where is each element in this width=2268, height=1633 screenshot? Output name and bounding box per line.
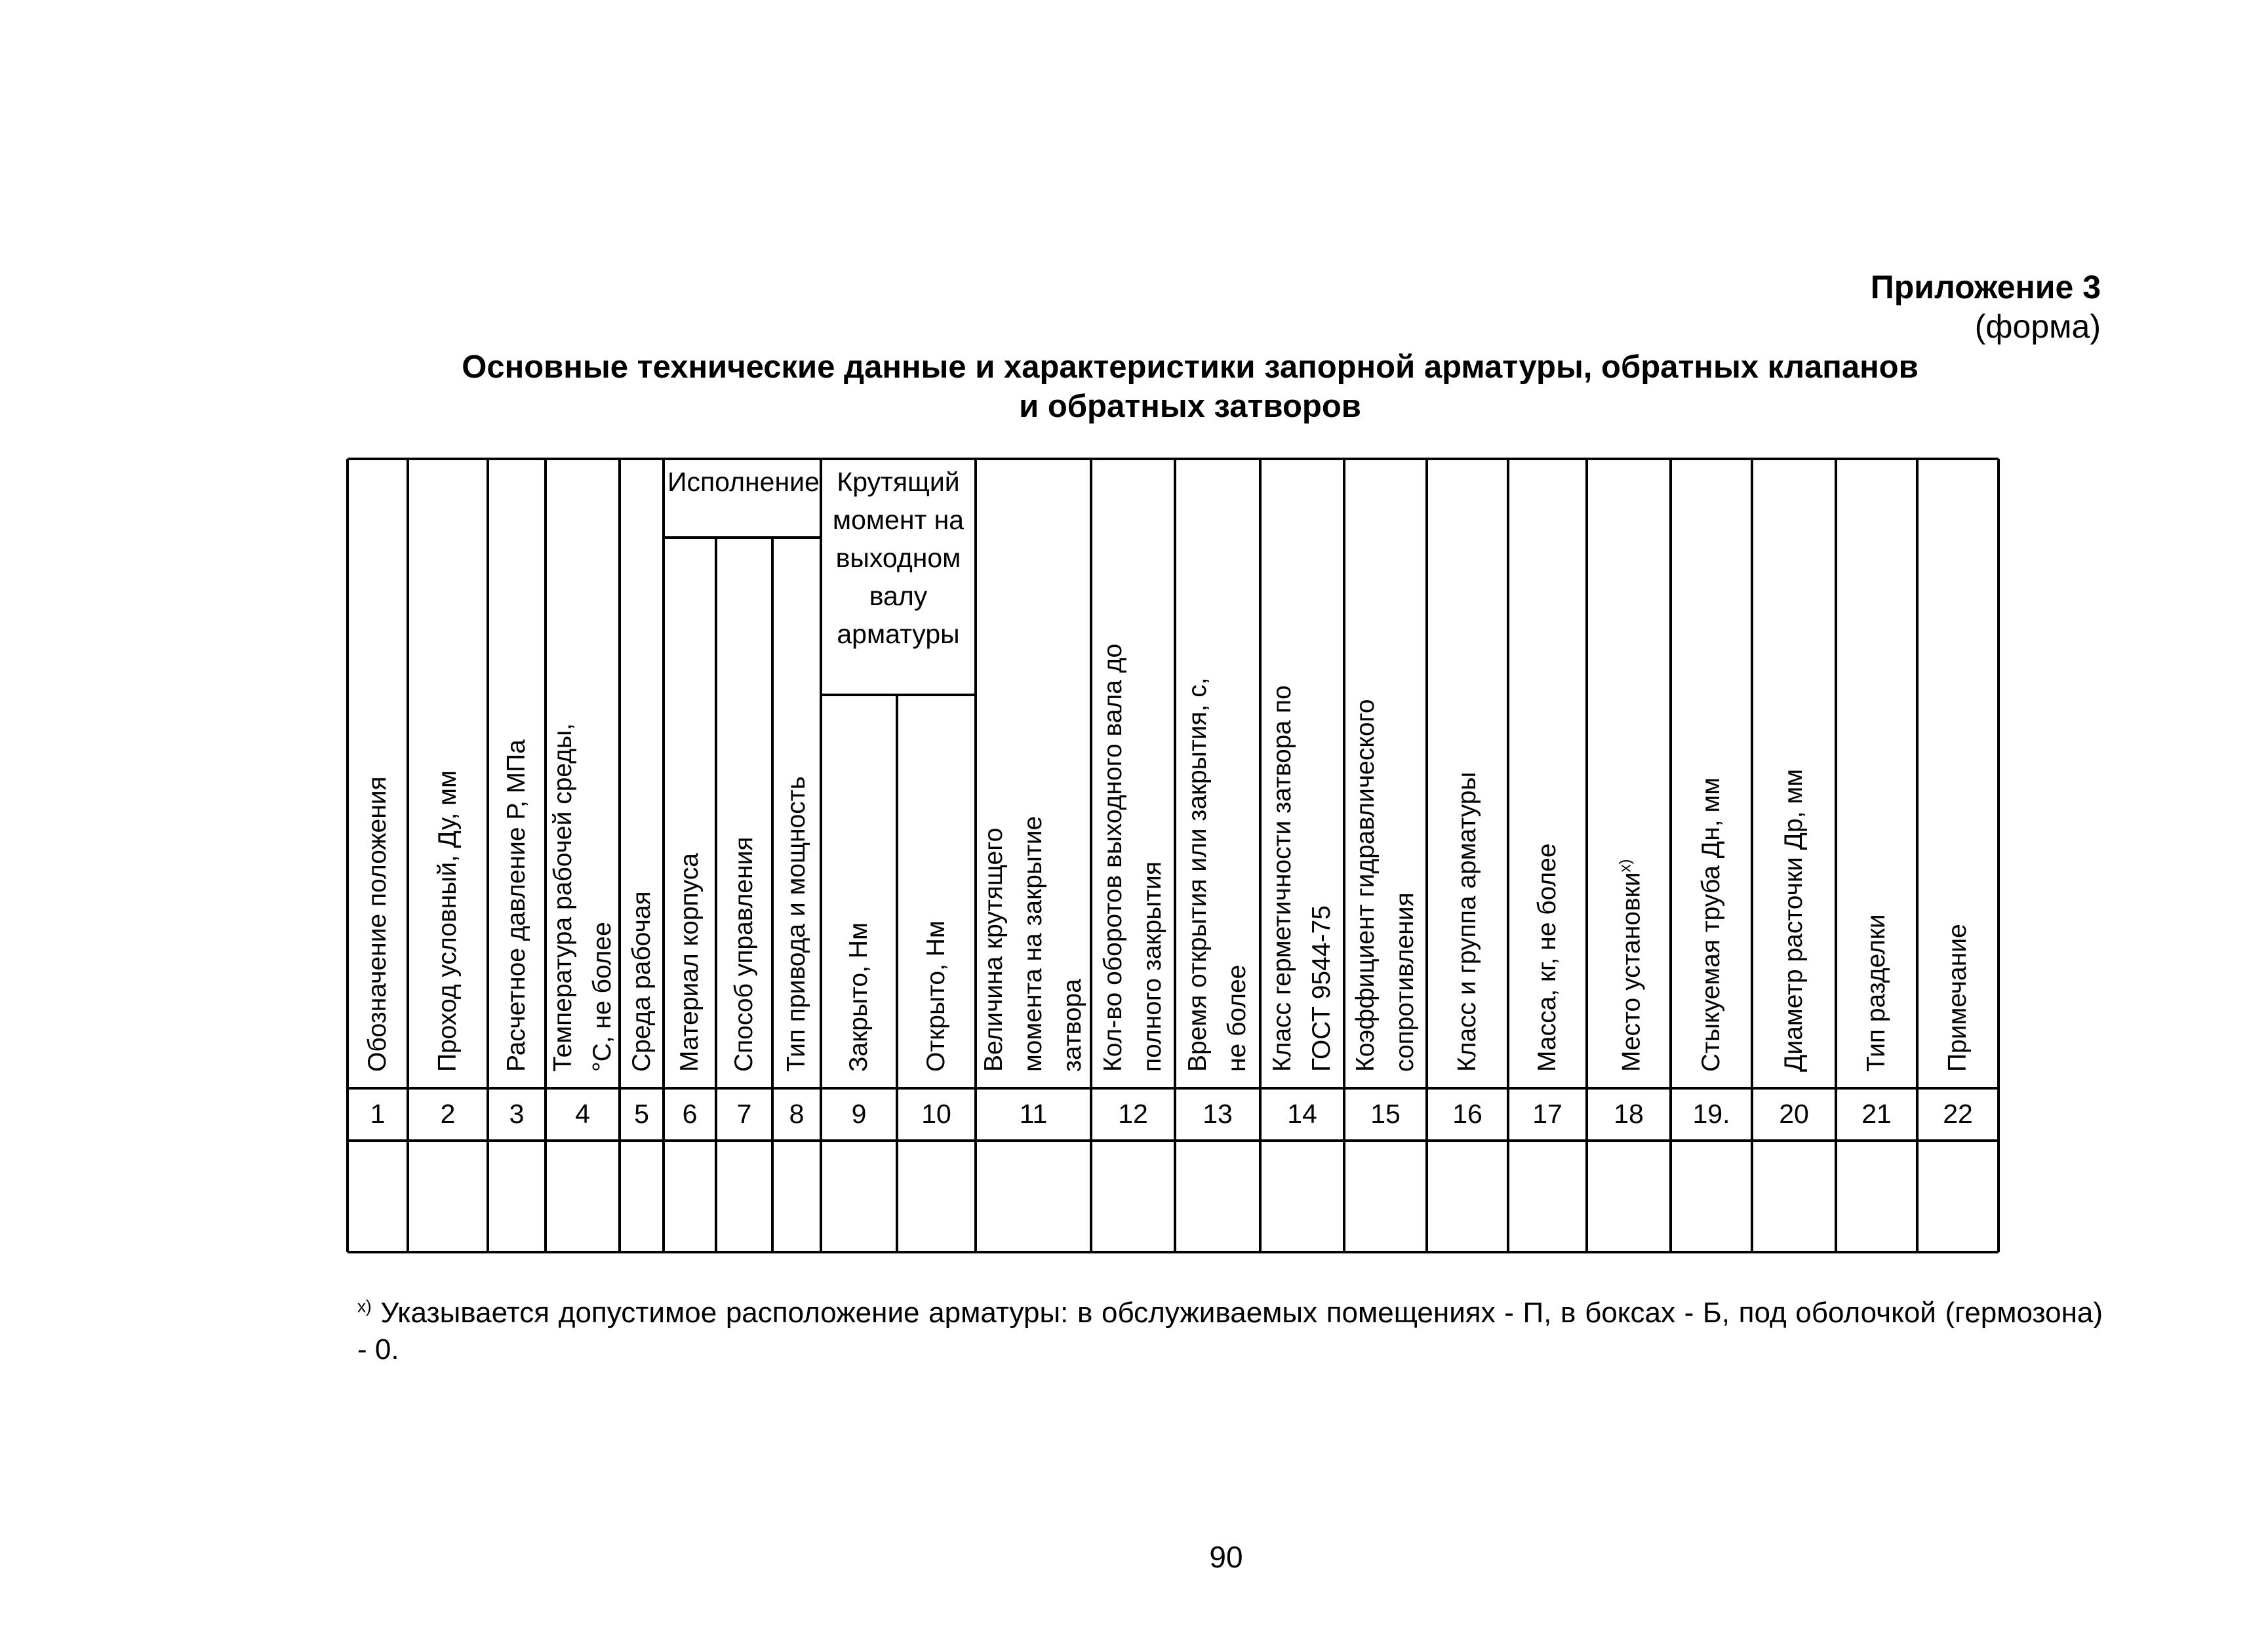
column-number: 14 [1287, 1099, 1317, 1129]
column-header-13 [1175, 462, 1260, 1086]
column-number: 6 [682, 1099, 698, 1129]
column-header-label: Коэффициент гидравлического сопротивления [1351, 699, 1419, 1072]
column-header-label: Масса, кг, не более [1533, 843, 1561, 1072]
column-header-label: Закрыто, Нм [845, 922, 873, 1072]
torque-group-header: Крутящий момент на выходном валу арматуры [832, 467, 965, 649]
column-header-1 [348, 462, 408, 1086]
column-header-16 [1427, 462, 1508, 1086]
appendix-subtitle: (форма) [1974, 308, 2101, 345]
column-header-label: Величина крутящего момента на закрытие затвора [980, 816, 1086, 1072]
column-header-19 [1671, 462, 1752, 1086]
column-number: 21 [1861, 1099, 1892, 1129]
column-header-21 [1836, 462, 1917, 1086]
column-header-label: Кол-во оборотов выходного вала до полного закрытия [1099, 643, 1166, 1072]
column-number: 18 [1614, 1099, 1644, 1129]
column-number: 12 [1118, 1099, 1148, 1129]
column-number: 1 [370, 1099, 386, 1129]
column-number: 20 [1779, 1099, 1809, 1129]
column-header-label: Класс герметичности затвора по ГОСТ 9544-75 [1268, 685, 1336, 1072]
column-number: 4 [575, 1099, 590, 1129]
column-header-label: Место установки$^{х)}$ [1616, 859, 1646, 1072]
column-header-label: Обозначение положения [363, 776, 391, 1072]
column-number: 13 [1203, 1099, 1233, 1129]
column-header-7 [716, 540, 772, 1086]
column-header-22 [1917, 462, 1999, 1086]
column-number: 11 [1019, 1099, 1048, 1129]
appendix-title: Приложение 3 [1870, 269, 2101, 305]
column-header-17 [1508, 462, 1587, 1086]
column-header-label: Тип привода и мощность [782, 776, 810, 1072]
column-header-20 [1752, 462, 1836, 1086]
footnote-ref: х) [1616, 859, 1635, 873]
column-header-3 [488, 462, 546, 1086]
column-number: 10 [921, 1099, 951, 1129]
column-header-label: Время открытия или закрытия, с, не более [1184, 677, 1251, 1072]
column-header-11 [976, 462, 1091, 1086]
column-header-label: Материал корпуса [675, 853, 704, 1072]
column-header-2 [408, 462, 488, 1086]
column-header-label: Проход условный, Ду, мм [433, 770, 462, 1072]
column-header-label: Примечание [1943, 924, 1972, 1072]
column-number: 17 [1532, 1099, 1562, 1129]
column-number: 5 [634, 1099, 649, 1129]
column-header-4 [546, 462, 620, 1086]
column-number: 8 [789, 1099, 805, 1129]
column-number: 19. [1692, 1099, 1730, 1129]
column-header-label: Открыто, Нм [922, 920, 950, 1072]
column-number: 15 [1370, 1099, 1401, 1129]
column-header-6 [664, 540, 716, 1086]
column-number: 9 [851, 1099, 867, 1129]
column-header-label: Диаметр расточки Др, мм [1780, 768, 1808, 1072]
column-number: 16 [1452, 1099, 1482, 1129]
column-header-label: Расчетное давление Р, МПа [502, 739, 530, 1072]
execution-group-header: Исполнение [667, 467, 820, 497]
column-header-14 [1260, 462, 1344, 1086]
column-header-label: Стыкуемая труба Дн, мм [1697, 777, 1725, 1072]
column-header-10 [897, 698, 976, 1086]
column-header-label: Среда рабочая [627, 891, 656, 1072]
column-header-label: Тип разделки [1862, 914, 1890, 1072]
column-header-label: Способ управления [730, 836, 758, 1072]
column-header-5 [620, 462, 664, 1086]
column-header-9 [821, 698, 897, 1086]
column-number: 2 [440, 1099, 456, 1129]
column-number: 3 [509, 1099, 525, 1129]
page-number: 90 [1209, 1540, 1243, 1574]
column-number: 22 [1943, 1099, 1973, 1129]
column-header-label: Температура рабочей среды, °С, не более [548, 723, 616, 1072]
column-header-18 [1587, 462, 1671, 1086]
column-header-15 [1344, 462, 1427, 1086]
footnote-text: Указывается допустимое расположение арматуры: в обслуживаемых помещениях - П, в боксах - Б, под оболочкой (гермозона) - 0. [357, 1297, 2103, 1366]
footnote-marker: х) [357, 1296, 372, 1316]
footnote [357, 1295, 2103, 1368]
column-header-label: Класс и группа арматуры [1453, 772, 1481, 1072]
document-title-line-2: и обратных затворов [1019, 389, 1361, 424]
column-number: 7 [736, 1099, 752, 1129]
document-title-line-1: Основные технические данные и характеристики запорной арматуры, обратных клапанов [462, 349, 1919, 385]
column-header-8 [772, 540, 821, 1086]
column-header-12 [1091, 462, 1175, 1086]
